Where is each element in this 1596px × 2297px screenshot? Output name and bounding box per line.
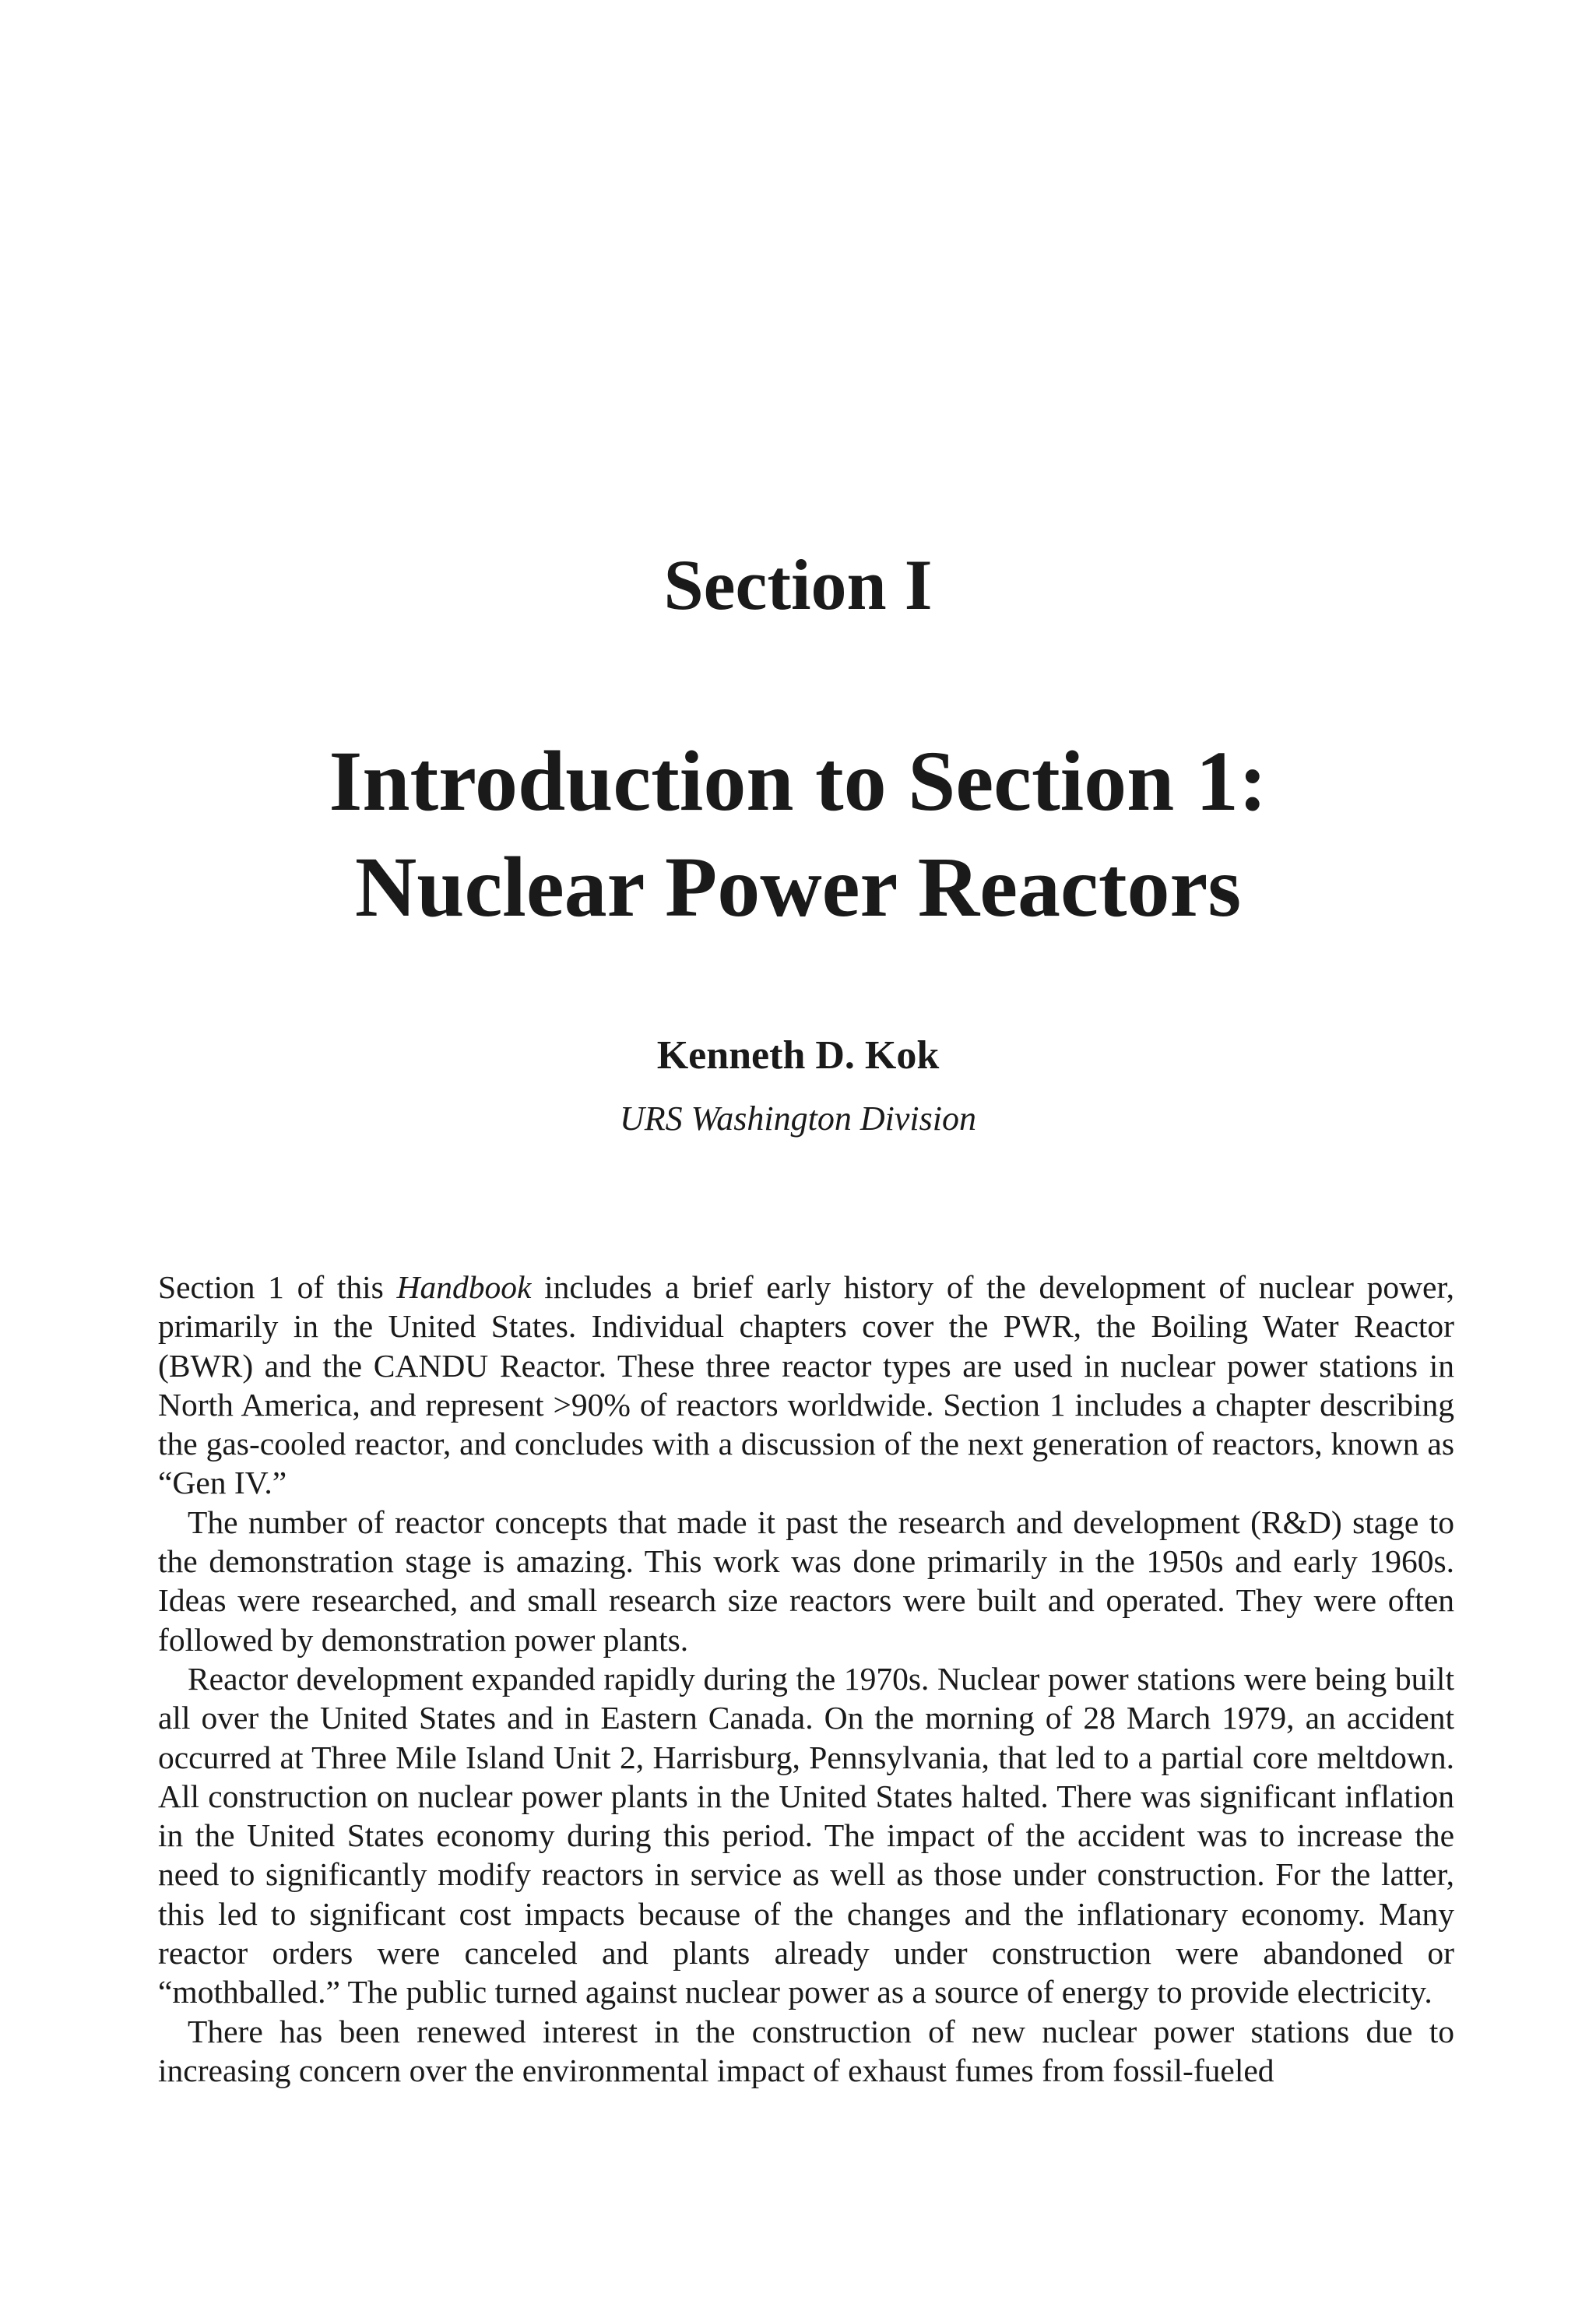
paragraph-3: Reactor development expanded rapidly during the 1970s. Nuclear power stations were being built all over the United States and in Eastern Canada. On the morning of 28 March 1979, an accident occurred at Three Mile Island Unit 2, Harrisburg, Pennsylvania, that led to a partial core meltdown. All construction on nuclear power plants in the United States halted. There was significant inflation in the United States economy during this period. The impact of the accident was to increase the need to significantly modify reactors in service as well as those under construction. For the latter, this led to significant cost impacts because of the changes and the inflationary economy. Many reactor orders were canceled and plants already under construction were abandoned or “mothballed.” The public turned against nuclear power as a source of energy to provide electricity. (158, 1660, 1454, 2010)
paragraph-2: The number of reactor concepts that made it past the research and development (R&D) stage to the demonstration stage is amazing. This work was done primarily in the 1950s and early 1960s. Ideas were researched, and small research size reactors were built and operated. They were often followed by demonstration power plants. (158, 1504, 1454, 1658)
chapter-title-line-1: Introduction to Section 1: (329, 733, 1267, 828)
handbook-italic: Handbook (396, 1269, 532, 1305)
author-affiliation: URS Washington Division (620, 1099, 976, 1138)
paragraph-1-rest: includes a brief early history of the development of nuclear power, primarily in the United States. Individual chapters cover the PWR, the Boiling Water Reactor (BWR) and the CANDU Reactor. These three reactor types are used in nuclear power stations in North America, and represent >90% of reactors worldwide. Section 1 includes a chapter describing the gas-cooled reactor, and concludes with a discussion of the next generation of reactors, known as “Gen IV.” (158, 1269, 1455, 1501)
paragraph-4: There has been renewed interest in the construction of new nuclear power stations due to increasing concern over the environmental impact of exhaust fumes from fossil-fueled (158, 2013, 1454, 2088)
body-text (158, 1268, 1454, 2090)
paragraph-1 (158, 1268, 1454, 1503)
paragraph-1-lead: Section 1 of this (158, 1269, 397, 1305)
chapter-title-line-2: Nuclear Power Reactors (354, 839, 1242, 934)
section-label: Section I (663, 545, 933, 624)
author-name: Kenneth D. Kok (656, 1033, 940, 1078)
chapter-title (0, 728, 1596, 940)
